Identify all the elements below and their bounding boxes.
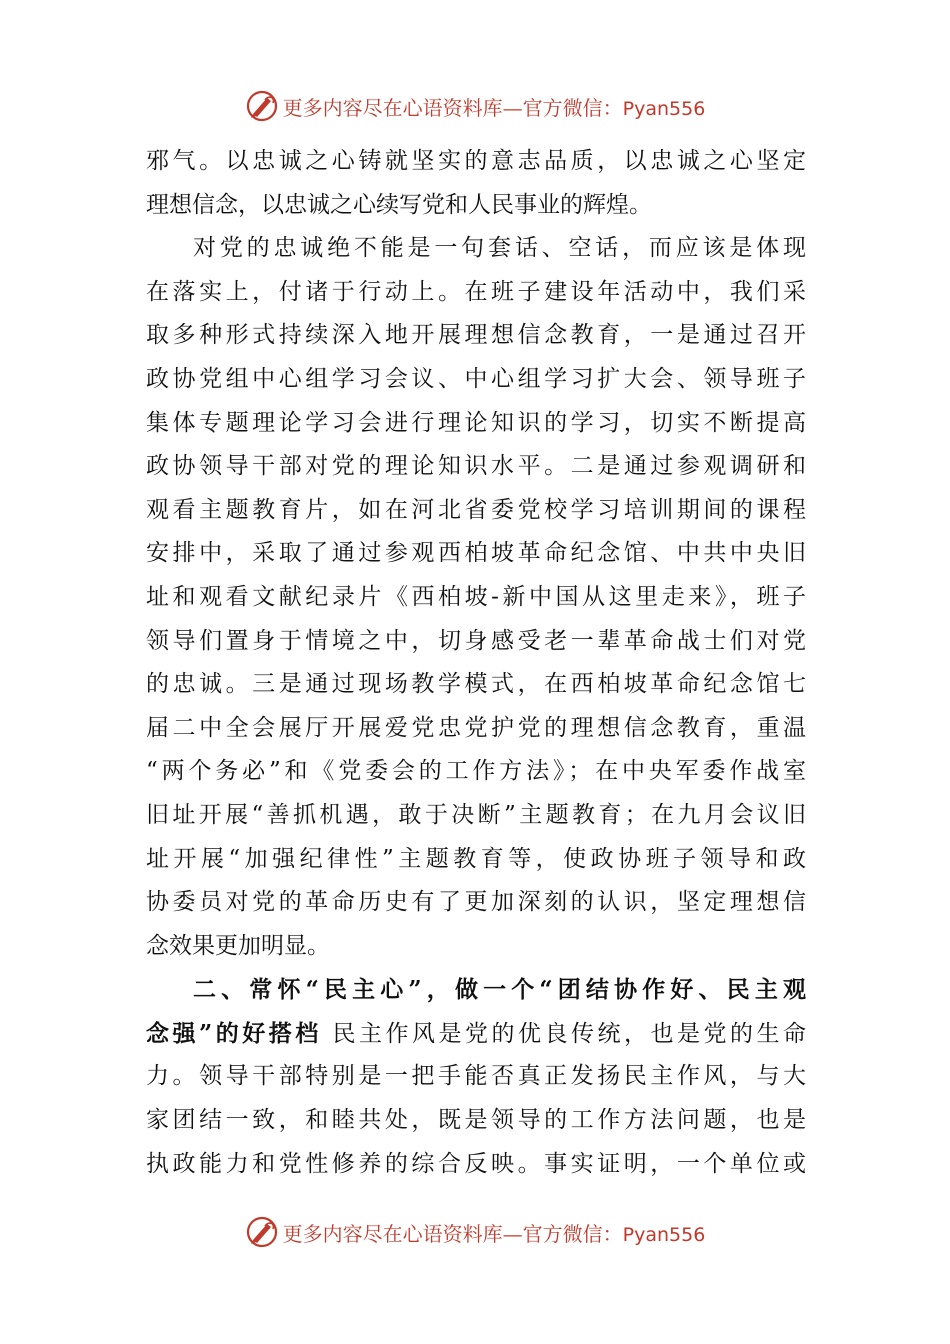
body-line: “两个务必”和《党委会的工作方法》；在中央军委作战室 <box>146 758 806 785</box>
body-line: 执政能力和党性修养的综合反映。事实证明，一个单位或 <box>146 1150 806 1177</box>
body-line: 念效果更加明显。 <box>146 932 330 959</box>
section-heading-continuation <box>146 1012 806 1056</box>
footer-wechat-label: 官方微信： <box>522 1221 623 1246</box>
body-line: 力。领导干部特别是一把手能否真正发扬民主作风，与大 <box>146 1063 806 1090</box>
body-line: 安排中，采取了通过参观西柏坡革命纪念馆、中共中央旧 <box>146 540 806 567</box>
body-line: 理想信念，以忠诚之心续写党和人民事业的辉煌。 <box>146 191 652 218</box>
body-line: 址和观看文献纪录片《西柏坡-新中国从这里走来》，班子 <box>146 583 806 610</box>
body-line: 集体专题理论学习会进行理论知识的学习，切实不断提高 <box>146 409 806 436</box>
body-line: 邪气。以忠诚之心铸就坚实的意志品质，以忠诚之心坚定 <box>146 148 806 174</box>
footer-banner-dash: — <box>502 1221 523 1246</box>
body-line: 家团结一致，和睦共处，既是领导的工作方法问题，也是 <box>146 1107 806 1134</box>
body-line: 取多种形式持续深入地开展理想信念教育，一是通过召开 <box>146 322 806 349</box>
body-line: 观看主题教育片，如在河北省委党校学习培训期间的课程 <box>146 496 806 523</box>
footer-banner <box>0 1212 950 1252</box>
footer-banner-text <box>283 1218 706 1247</box>
header-banner-text <box>283 92 706 121</box>
pen-nib-logo-icon <box>245 89 279 123</box>
body-line: 对党的忠诚绝不能是一句套话、空话，而应该是体现 <box>193 235 806 262</box>
body-line: 协委员对党的革命历史有了更加深刻的认识，坚定理想信 <box>146 889 806 916</box>
body-line: 政协领导干部对党的理论知识水平。二是通过参观调研和 <box>146 453 806 480</box>
header-wechat-label: 官方微信： <box>522 95 623 120</box>
section-body-start: 民主作风是党的优良传统，也是党的生命 <box>321 1020 806 1047</box>
section-heading: 二、常怀“民主心”，做一个“团结协作好、民主观 <box>193 976 806 1004</box>
body-line: 政协党组中心组学习会议、中心组学习扩大会、领导班子 <box>146 365 806 392</box>
header-banner <box>0 86 950 126</box>
body-line: 在落实上，付诸于行动上。在班子建设年活动中，我们采 <box>146 278 806 305</box>
section-heading-bold: 念强”的好搭档 <box>146 1019 322 1047</box>
header-wechat-id: Pyan556 <box>622 97 706 120</box>
header-banner-main: 更多内容尽在心语资料库 <box>282 95 503 120</box>
body-line: 领导们置身于情境之中，切身感受老一辈革命战士们对党 <box>146 627 806 654</box>
body-line: 址开展“加强纪律性”主题教育等，使政协班子领导和政 <box>146 845 806 872</box>
pen-nib-logo-icon <box>245 1215 279 1249</box>
header-banner-dash: — <box>502 95 523 120</box>
body-text <box>146 140 806 1186</box>
body-line: 旧址开展“善抓机遇，敢于决断”主题教育；在九月会议旧 <box>146 801 806 828</box>
footer-banner-main: 更多内容尽在心语资料库 <box>282 1221 503 1246</box>
body-line: 届二中全会展厅开展爱党忠党护党的理想信念教育，重温 <box>146 714 806 741</box>
body-line: 的忠诚。三是通过现场教学模式，在西柏坡革命纪念馆七 <box>146 671 806 698</box>
footer-wechat-id: Pyan556 <box>622 1223 706 1246</box>
